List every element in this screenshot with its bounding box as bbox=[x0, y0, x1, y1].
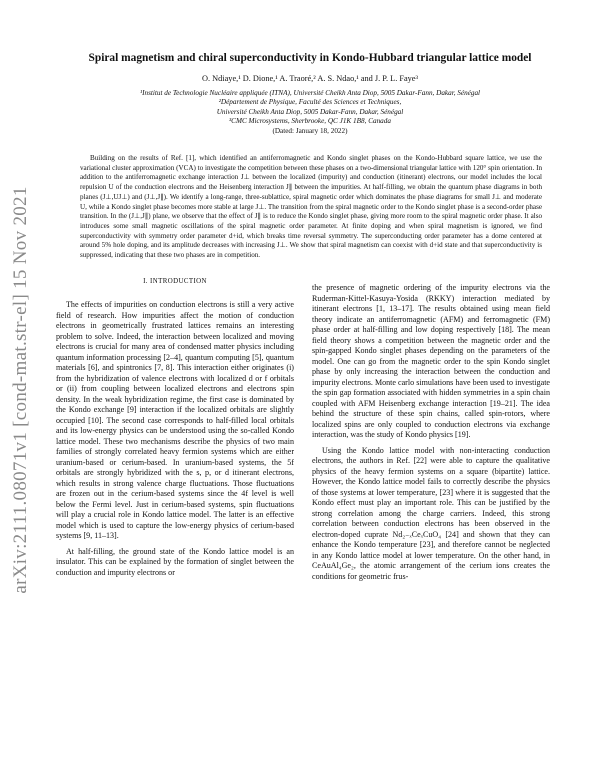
paragraph: the presence of magnetic ordering of the impurity electrons via the Ruderman-Kittel-Kasuya-Yosida (RKKY) interaction mediated by itinerant electrons [1, 13–17]. The results obtained using mean field theory indicate an antiferromagnetic (AFM) and ferromagnetic (FM) phase order at half-filling and low doping respectively [18]. The mean field theory shows a competition between the magnetic order and the spin-gapped Kondo singlet phases depending on the parameters of the model. One can go from the magnetic order to the spin Kondo singlet phase by only increasing the interaction between the conduction and impurity electrons. Monte carlo simulations have been used to investigate the spin gap formation associated with hidden symmetries in a spin chain coupled with AFM Heisenberg exchange interaction [19–21]. The idea behind the structure of these spin chains, called spin-rotors, where localized spins are only coupled to conduction electrons via exchange interaction, was the study of Kondo physics [19]. bbox=[312, 283, 550, 439]
paper-title: Spiral magnetism and chiral superconductivity in Kondo-Hubbard triangular lattice model bbox=[88, 52, 532, 64]
affiliation-line: ³CMC Microsystems, Sherbrooke, QC J1K 1B8, Canada bbox=[229, 117, 391, 126]
affiliations bbox=[60, 89, 560, 136]
paragraph: The effects of impurities on conduction electrons is still a very active field of research. How impurities affect the motion of conduction electrons in geometrically frustrated lattices remains an interesting problem to solve. Indeed, the interaction between localized and moving electrons is crucial for many area of condensed matter physics including quantum information processing [2–4], quantum computing [5], quantum materials [6], and spintronics [7, 8]. This interaction either originates (i) from the hybridization of valence electrons with localized d or f orbitals or (ii) from coupling between localized electrons and electrons spin density. In the weak hybridization regime, the first case is dominated by the Kondo exchange [9] interaction if the localized orbitals are slightly occupied [10]. The second case corresponds to half-filled local orbitals and its low-energy physics can be understood using the so-called Kondo lattice model. These two mechanisms describe the physics of two main families of strongly correlated heavy fermion systems which are either uranium-based or cerium-based. In uranium-based systems, the 5f orbitals are strongly hybridized with the s, p, or d itinerant electrons, which results in strong valence charge fluctuations. Those fluctuations are frozen out in the cerium-based systems since the 4f level is well below the Fermi level. Just in cerium-based systems, spin fluctuations will play a crucial role in Kondo lattice model. The latter is an effective model which is used to capture the low-energy physics of cerium-based systems [9, 11–13]. bbox=[56, 300, 294, 540]
arxiv-identifier: arXiv:2111.08071v1 [cond-mat.str-el] 15 Nov 2021 bbox=[10, 186, 31, 594]
arxiv-sidebar-stamp bbox=[6, 160, 36, 620]
affiliation-line: ²Département de Physique, Faculté des Sciences et Techniques, bbox=[218, 98, 402, 107]
dated-line: (Dated: January 18, 2022) bbox=[272, 126, 348, 135]
left-column bbox=[56, 300, 294, 578]
paragraph: At half-filling, the ground state of the Kondo lattice model is an insulator. This can be explained by the formation of singlet between the conduction and impurity electrons or bbox=[56, 546, 294, 577]
author-list: O. Ndiaye,¹ D. Dione,¹ A. Traoré,² A. S. Ndao,¹ and J. P. L. Faye³ bbox=[202, 74, 418, 83]
abstract: Building on the results of Ref. [1], which identified an antiferromagnetic and Kondo singlet phases on the Kondo-Hubbard square lattice, we use the variational cluster approximation (VCA) to investigate the competition between these phases on a two-dimensional triangular lattice with 120° spin orientation. In addition to the antiferromagnetic exchange interaction J⊥ between the localized (impurity) and conduction (itinerant) electrons, our model includes the local repulsion U of the conduction electrons and the Heisenberg interaction J∥ between the impurities. At half-filling, we obtain the quantum phase diagrams in both planes (J⊥,UJ⊥) and (J⊥,J∥). We identify a long-range, three-sublattice, spiral magnetic order which dominates the phase diagrams for small J⊥ and moderate U, while a Kondo singlet phase becomes more stable at large J⊥. The transition from the spiral magnetic order to the Kondo singlet phase is a second-order phase transition. In the (J⊥,J∥) plane, we observe that the effect of J∥ is to reduce the Kondo singlet phase, giving more room to the spiral magnetic order phase. It also introduces some small magnetic oscillations of the spiral magnetic order parameter. At finite doping and when spiral magnetism is ignored, we find superconductivity with symmetry order parameter d+id, which breaks time reversal symmetry. The superconducting order parameter has a dome centered at around 5% hole doping, and its amplitude decreases with increasing J⊥. We show that spiral magnetism can coexist with d+id state and that superconductivity is suppressed, indicating that these two phases are in competition. bbox=[80, 154, 542, 260]
affiliation-line: Université Cheikh Anta Diop, 5005 Dakar-Fann, Dakar, Sénégal bbox=[216, 107, 404, 116]
section-heading-introduction: I. INTRODUCTION bbox=[143, 278, 207, 285]
paragraph: Using the Kondo lattice model with non-interacting conduction electrons, the authors in Ref. [22] were able to capture the qualitative physics of the heavy fermion systems on a square (bipartite) lattice. However, the Kondo lattice model fails to correctly describe the physics of those systems at lower temperature, [23] where it is suggested that the Kondo effect must play an important role. This can be justified by the strong correlation among the charge carriers. Indeed, this strong correlation between conduction electrons has been observed in the electron-doped cuprate Nd₂₋ₓCeₓCuO₄ [24] and shown that they can enhance the Kondo temperature [23], and therefore cannot be neglected in any Kondo lattice model at lower temperature. On the other hand, in CeAuAl₄Ge₂, the atomic arrangement of the cerium ions creates the conditions for geometric frus- bbox=[312, 445, 550, 581]
affiliation-line: ¹Institut de Technologie Nucléaire appliquée (ITNA), Université Cheikh Anta Diop, 5005 Dakar-Fann, Dakar, Sénégal bbox=[139, 89, 481, 97]
right-column bbox=[312, 283, 550, 582]
